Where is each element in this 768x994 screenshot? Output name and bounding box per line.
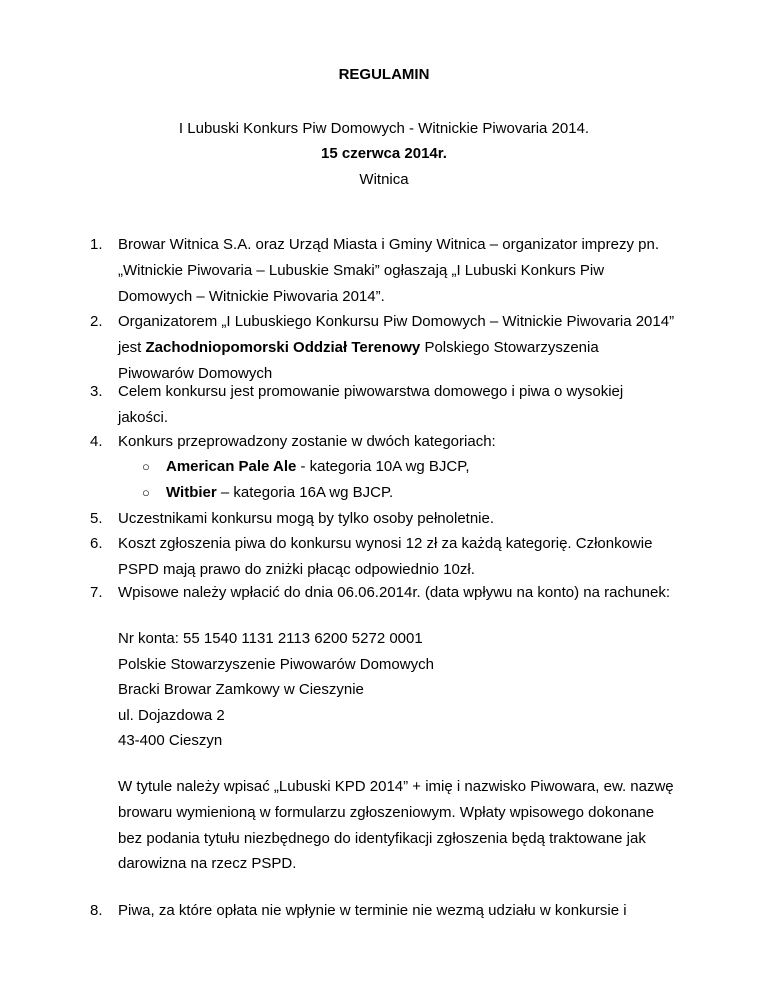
rule-text-line: Uczestnikami konkursu mogą by tylko osoby pełnoletnie. [118,510,495,527]
category-description: – kategoria 16A wg BJCP. [216,484,394,501]
payment-note-line: darowizna na rzecz PSPD. [118,855,297,872]
account-number: Nr konta: 55 1540 1131 2113 6200 5272 0001 [118,630,423,647]
rule-text-line: Koszt zgłoszenia piwa do konkursu wynosi 12 zł za każdą kategorię. Członkowie [118,535,653,552]
rule-text-line: Domowych – Witnickie Piwovaria 2014”. [118,288,385,305]
competition-place: Witnica [359,171,409,188]
payment-note-line: browaru wymienioną w formularzu zgłoszeniowym. Wpłaty wpisowego dokonane [118,804,655,821]
rule-text-line: Piwowarów Domowych [118,365,273,382]
rule-number: 8. [90,902,103,919]
account-city: 43-400 Cieszyn [118,732,223,749]
circle-bullet-icon: ○ [142,485,150,500]
rule-text-line: Wpisowe należy wpłacić do dnia 06.06.2014r. (data wpływu na konto) na rachunek: [118,584,670,601]
account-holder: Polskie Stowarzyszenie Piwowarów Domowych [118,656,434,673]
rule-number: 6. [90,535,103,552]
rule-text-line [118,339,599,357]
rule-number: 7. [90,584,103,601]
rule-text-line: Organizatorem „I Lubuskiego Konkursu Piw Domowych – Witnickie Piwovaria 2014” [118,313,675,330]
rule-text-line: PSPD mają prawo do zniżki płacąc odpowiednio 10zł. [118,561,475,578]
rule-number: 1. [90,236,103,253]
rule-number: 3. [90,383,103,400]
rule-text-line: Browar Witnica S.A. oraz Urząd Miasta i Gminy Witnica – organizator imprezy pn. [118,236,660,253]
rule-text-line: Celem konkursu jest promowanie piwowarstwa domowego i piwa o wysokiej [118,383,624,400]
category-description: - kategoria 10A wg BJCP, [296,458,470,475]
competition-date: 15 czerwca 2014r. [321,145,447,162]
rule-number: 4. [90,433,103,450]
account-bank: Bracki Browar Zamkowy w Cieszynie [118,681,364,698]
rule-text-line: Piwa, za które opłata nie wpłynie w terminie nie wezmą udziału w konkursie i [118,902,627,919]
payment-note-line: W tytule należy wpisać „Lubuski KPD 2014” + imię i nazwisko Piwowara, ew. nazwę [118,778,674,795]
category-name: American Pale Ale [166,458,297,475]
rule-text-line: Konkurs przeprowadzony zostanie w dwóch kategoriach: [118,433,496,450]
payment-note-line: bez podania tytułu niezbędnego do identyfikacji zgłoszenia będą traktowane jak [118,830,646,847]
category-name: Witbier [166,484,217,501]
account-street: ul. Dojazdowa 2 [118,707,225,724]
circle-bullet-icon: ○ [142,459,150,474]
rule-text-line: „Witnickie Piwovaria – Lubuskie Smaki” ogłaszają „I Lubuski Konkurs Piw [118,262,605,279]
category-item [142,484,393,502]
competition-name: I Lubuski Konkurs Piw Domowych - Witnickie Piwovaria 2014. [178,120,590,137]
rule-number: 5. [90,510,103,527]
rule-text-line: jakości. [118,409,169,426]
rule-number: 2. [90,313,103,330]
organizer-name: Zachodniopomorski Oddział Terenowy [145,339,421,356]
rule-text: jest [118,339,146,356]
rule-text: Polskiego Stowarzyszenia [420,339,599,356]
document-title: REGULAMIN [338,66,430,83]
category-item [142,458,470,476]
